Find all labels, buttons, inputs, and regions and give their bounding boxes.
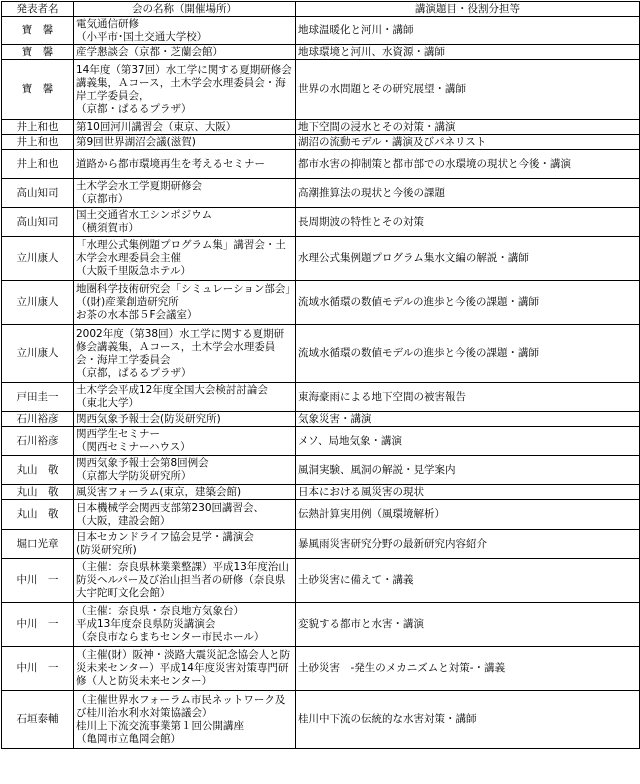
table-row bbox=[2, 500, 640, 530]
presenter-cell: 石川裕彦 bbox=[2, 427, 74, 456]
presenter-cell: 井上和也 bbox=[2, 150, 74, 179]
topic-cell: 都市水害の抑制策と都市部での水環境の現状と今後・講演 bbox=[296, 150, 640, 179]
table-row bbox=[2, 691, 640, 749]
presenter-cell: 中川 一 bbox=[2, 647, 74, 691]
table-row bbox=[2, 45, 640, 60]
meeting-cell: 国土交通省水工シンポジウム （横須賀市） bbox=[74, 208, 296, 237]
table-row bbox=[2, 412, 640, 427]
table-row bbox=[2, 456, 640, 485]
table-row bbox=[2, 383, 640, 412]
topic-cell: 流域水循環の数値モデルの進歩と今後の課題・講師 bbox=[296, 325, 640, 383]
presenter-cell: 中川 一 bbox=[2, 603, 74, 647]
header-meeting: 会の名称（開催場所） bbox=[74, 2, 296, 17]
presenter-cell: 丸山 敬 bbox=[2, 485, 74, 500]
topic-cell: 桂川中下流の伝統的な水害対策・講師 bbox=[296, 691, 640, 749]
topic-cell: 地球環境と河川、水資源・講師 bbox=[296, 45, 640, 60]
meeting-cell: 「水理公式集例題プログラム集」講習会・土木学会水理委員会主催 （大阪千里阪急ホテル） bbox=[74, 237, 296, 281]
meeting-cell: 電気通信研修 （小平市･国土交通大学校） bbox=[74, 17, 296, 45]
meeting-cell: 日本セカンドライフ協会見学・講演会 (防災研究所) bbox=[74, 530, 296, 559]
topic-cell: 東海豪雨による地下空間の被害報告 bbox=[296, 383, 640, 412]
table-row bbox=[2, 150, 640, 179]
presenter-cell: 中川 一 bbox=[2, 559, 74, 603]
topic-cell: 土砂災害 -発生のメカニズムと対策-・講義 bbox=[296, 647, 640, 691]
topic-cell: メソ、局地気象・講演 bbox=[296, 427, 640, 456]
meeting-cell: 地圏科学技術研究会「シミュレーション部会」（(財)産業創造研究所 お茶の水本部５F会議室） bbox=[74, 281, 296, 325]
presenter-cell: 立川康人 bbox=[2, 281, 74, 325]
meeting-cell: （主催：奈良県林業業整課）平成13年度治山防災ヘルパー及び治山担当者の研修（奈良県大宇陀町文化会館） bbox=[74, 559, 296, 603]
table-row bbox=[2, 135, 640, 150]
meeting-cell: （主催世界水フォーラム市民ネットワーク及び桂川治水利水対策協議会） 桂川上下流交流事業第１回公開講座 （亀岡市立亀岡会館） bbox=[74, 691, 296, 749]
topic-cell: 暴風雨災害研究分野の最新研究内容紹介 bbox=[296, 530, 640, 559]
meeting-cell: 風災害フォーラム(東京，建築会館) bbox=[74, 485, 296, 500]
header-row bbox=[2, 2, 640, 17]
presenter-cell: 寶 馨 bbox=[2, 45, 74, 60]
topic-cell: 気象災害・講演 bbox=[296, 412, 640, 427]
meeting-cell: 土木学会水工学夏期研修会 （京都市） bbox=[74, 179, 296, 208]
meeting-cell: （主催(財）阪神・淡路大震災記念協会人と防災未来センター）平成14年度災害対策専門研修（人と防災未来センター） bbox=[74, 647, 296, 691]
presenter-cell: 丸山 敬 bbox=[2, 456, 74, 485]
presenter-cell: 石川裕彦 bbox=[2, 412, 74, 427]
topic-cell: 地下空間の浸水とその対策・講演 bbox=[296, 120, 640, 135]
presenter-cell: 高山知司 bbox=[2, 208, 74, 237]
table-row bbox=[2, 208, 640, 237]
presenter-cell: 堀口光章 bbox=[2, 530, 74, 559]
presenter-cell: 石垣泰輔 bbox=[2, 691, 74, 749]
presenter-cell: 立川康人 bbox=[2, 237, 74, 281]
table-row bbox=[2, 647, 640, 691]
topic-cell: 湖沼の流動モデル・講演及びパネリスト bbox=[296, 135, 640, 150]
meeting-cell: （主催：奈良県・奈良地方気象台） 平成13年度奈良県防災講演会 （奈良市ならまちセンター市民ホール） bbox=[74, 603, 296, 647]
table-row bbox=[2, 325, 640, 383]
topic-cell: 高潮推算法の現状と今後の課題 bbox=[296, 179, 640, 208]
topic-cell: 水理公式集例題プログラム集水文編の解説・講師 bbox=[296, 237, 640, 281]
topic-cell: 流域水循環の数値モデルの進歩と今後の課題・講師 bbox=[296, 281, 640, 325]
header-topic: 講演題目・役割分担等 bbox=[296, 2, 640, 17]
meeting-cell: 日本機械学会関西支部第230回講習会、 （大阪，建設会館） bbox=[74, 500, 296, 530]
table-row bbox=[2, 120, 640, 135]
presenter-cell: 井上和也 bbox=[2, 120, 74, 135]
table-row bbox=[2, 427, 640, 456]
table-row bbox=[2, 559, 640, 603]
meeting-cell: 14年度（第37回）水工学に関する夏期研修会講義集，Ａコース，土木学会水理委員会・海岸工学委員会， （京都・ぱるるプラザ） bbox=[74, 60, 296, 120]
lecture-table bbox=[1, 1, 640, 749]
presenter-cell: 戸田圭一 bbox=[2, 383, 74, 412]
topic-cell: 地球温暖化と河川・講師 bbox=[296, 17, 640, 45]
topic-cell: 日本における風災害の現状 bbox=[296, 485, 640, 500]
table-row bbox=[2, 17, 640, 45]
topic-cell: 変貌する都市と水害・講演 bbox=[296, 603, 640, 647]
presenter-cell: 高山知司 bbox=[2, 179, 74, 208]
meeting-cell: 道路から都市環境再生を考えるセミナー bbox=[74, 150, 296, 179]
meeting-cell: 関西気象予報士会第8回例会 （京都大学防災研究所） bbox=[74, 456, 296, 485]
meeting-cell: 第10回河川講習会（東京、大阪） bbox=[74, 120, 296, 135]
header-presenter: 発表者名 bbox=[2, 2, 74, 17]
meeting-cell: 関西学生セミナー （関西セミナーハウス） bbox=[74, 427, 296, 456]
presenter-cell: 立川康人 bbox=[2, 325, 74, 383]
meeting-cell: 関西気象予報士会(防災研究所) bbox=[74, 412, 296, 427]
table-row bbox=[2, 179, 640, 208]
presenter-cell: 寶 馨 bbox=[2, 17, 74, 45]
meeting-cell: 産学懇談会（京都・芝蘭会館） bbox=[74, 45, 296, 60]
presenter-cell: 井上和也 bbox=[2, 135, 74, 150]
meeting-cell: 土木学会平成12年度全国大会検討討論会 （東北大学） bbox=[74, 383, 296, 412]
topic-cell: 伝熱計算実用例（風環境解析） bbox=[296, 500, 640, 530]
topic-cell: 風洞実験、風洞の解説・見学案内 bbox=[296, 456, 640, 485]
meeting-cell: 2002年度（第38回）水工学に関する夏期研修会講義集，Ａコース，土木学会水理委員会・海岸工学委員会 （京都，ぱるるプラザ） bbox=[74, 325, 296, 383]
table-row bbox=[2, 281, 640, 325]
topic-cell: 世界の水問題とその研究展望・講師 bbox=[296, 60, 640, 120]
table-row bbox=[2, 603, 640, 647]
topic-cell: 土砂災害に備えて・講義 bbox=[296, 559, 640, 603]
meeting-cell: 第9回世界湖沼会議(滋賀) bbox=[74, 135, 296, 150]
table-row bbox=[2, 60, 640, 120]
topic-cell: 長周期波の特性とその対策 bbox=[296, 208, 640, 237]
table-row bbox=[2, 530, 640, 559]
table-row bbox=[2, 237, 640, 281]
presenter-cell: 寶 馨 bbox=[2, 60, 74, 120]
table-row bbox=[2, 485, 640, 500]
presenter-cell: 丸山 敬 bbox=[2, 500, 74, 530]
